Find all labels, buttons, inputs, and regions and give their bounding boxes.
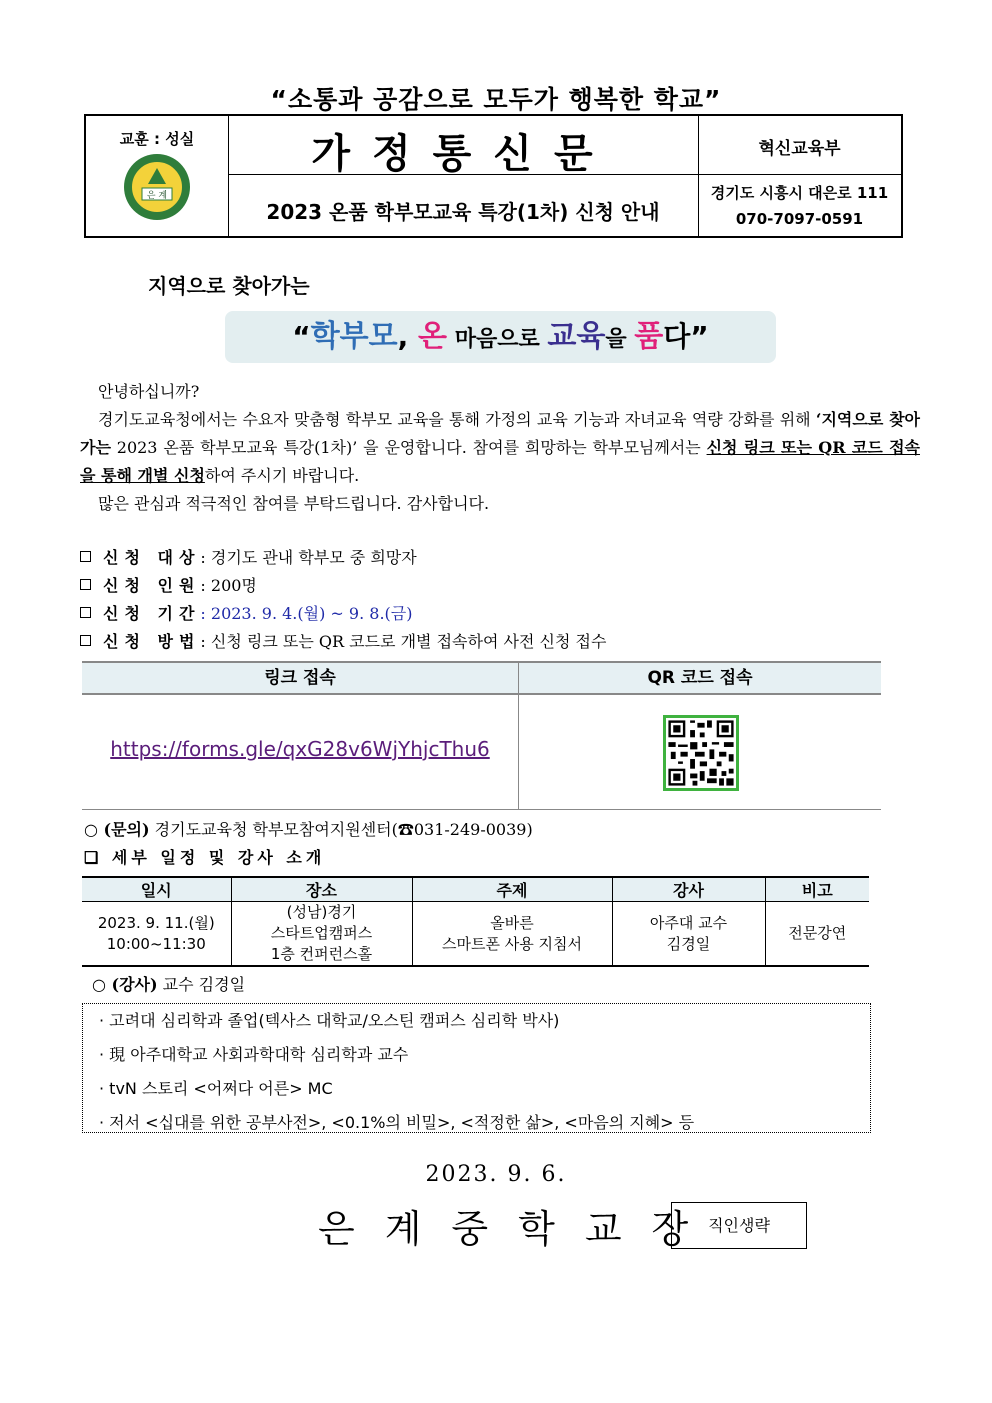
link-table: [82, 661, 881, 810]
lecturer-bio: [82, 1003, 871, 1133]
address: 경기도 시흥시 대은로 111: [710, 184, 889, 202]
detail-period: 신청 기간: 2023. 9. 4.(월) ~ 9. 8.(금): [80, 600, 920, 628]
detail-target: 신청 대상: 경기도 관내 학부모 중 희망자: [80, 544, 920, 572]
checkbox-bullet-icon: [80, 579, 91, 590]
list-item: · tvN 스토리 <어쩌다 어른> MC: [99, 1079, 333, 1098]
school-logo-icon: [122, 152, 192, 222]
issue-date: 2023. 9. 6.: [425, 1162, 567, 1187]
logo-text: 은 계: [146, 191, 168, 201]
motto-cell: [86, 116, 229, 236]
cell-lecturer: 아주대 교수 김경일: [612, 902, 765, 967]
tagline: 지역으로 찾아가는: [148, 274, 310, 298]
application-details: [80, 544, 920, 656]
cell-topic: 올바른 스마트폰 사용 지침서: [412, 902, 612, 967]
banner-word-on: 온: [418, 319, 448, 354]
checkbox-bullet-icon: [80, 635, 91, 646]
phone: 070-7097-0591: [735, 210, 864, 228]
title-cell: [228, 116, 699, 236]
checkbox-bullet-icon: [80, 607, 91, 618]
banner-word-heart: 마음으로: [447, 327, 548, 352]
banner-quote-close: ”: [690, 320, 709, 353]
info-cell: [698, 116, 901, 236]
table-row: [82, 902, 869, 967]
col-header-lecturer: 강사: [612, 877, 765, 902]
list-item: · 고려대 심리학과 졸업(텍사스 대학교/오스틴 캠퍼스 심리학 박사): [99, 1011, 560, 1030]
banner-particle: 을: [605, 327, 635, 352]
banner-comma: ,: [397, 320, 419, 353]
intro-paragraph: 경기도교육청에서는 수요자 맞춤형 학부모 교육을 통해 가정의 교육 기능과 자녀교육 역량 강화를 위해 ‘지역으로 찾아가는 2023 온품 학부모교육 특강(1차)’ 을 운영합니다. 참여를 희망하는 학부모님께서는 신청 링크 또는 QR 코드 접속을 통해 개별 신청하여 주시기 바랍니다.: [80, 410, 920, 485]
banner-quote-open: “: [292, 320, 311, 353]
newsletter-header: [84, 114, 903, 238]
cell-note: 전문강연: [765, 902, 869, 967]
col-header-date: 일시: [82, 877, 231, 902]
detail-method: 신청 방법: 신청 링크 또는 QR 코드로 개별 접속하여 사전 신청 접수: [80, 628, 920, 656]
qr-header: QR 코드 접속: [519, 663, 881, 695]
school-motto-banner: “소통과 공감으로 모두가 행복한 학교”: [270, 85, 722, 114]
checkbox-bullet-icon: [80, 551, 91, 562]
detail-count: 신청 인원: 200명: [80, 572, 920, 600]
col-header-topic: 주제: [412, 877, 612, 902]
greeting: 안녕하십니까?: [98, 382, 200, 401]
application-link[interactable]: https://forms.gle/qxG28v6WjYhjcThu6: [110, 737, 490, 761]
banner-word-parents: 학부모: [310, 319, 398, 354]
banner-word-education: 교육: [547, 319, 606, 354]
col-header-note: 비고: [765, 877, 869, 902]
col-header-place: 장소: [231, 877, 412, 902]
cell-place: (성남)경기 스타트업캠퍼스 1층 컨퍼런스홀: [231, 902, 412, 967]
closing-paragraph: 많은 관심과 적극적인 참여를 부탁드립니다. 감사합니다.: [98, 494, 490, 513]
list-item: · 저서 <십대를 위한 공부사전>, <0.1%의 비밀>, <적정한 삶>, <마음의 지혜> 등: [99, 1113, 695, 1132]
link-header: 링크 접속: [82, 663, 518, 695]
newsletter-subject: 2023 온품 학부모교육 특강(1차) 신청 안내: [266, 200, 660, 224]
cell-date: 2023. 9. 11.(월) 10:00~11:30: [82, 902, 231, 967]
schedule-table: [82, 876, 869, 967]
department: 혁신교육부: [758, 139, 841, 159]
school-motto-label: 교훈 : 성실: [119, 130, 195, 148]
qr-code-icon[interactable]: [663, 715, 739, 791]
newsletter-title: 가정통신문: [311, 131, 615, 177]
list-item: · 現 아주대학교 사회과학대학 심리학과 교수: [99, 1045, 409, 1064]
inquiry: ○ (문의) 경기도교육청 학부모참여지원센터(☎031-249-0039): [84, 820, 533, 839]
schedule-title: ❑ 세부 일정 및 강사 소개: [84, 848, 326, 867]
lecturer-title: ○ (강사) 교수 김경일: [92, 975, 246, 994]
contact-info: [698, 180, 901, 232]
banner-word-embrace: 품: [634, 319, 664, 354]
program-banner: [225, 311, 776, 363]
banner-word-da: 다: [663, 320, 691, 353]
intro-text: [80, 378, 920, 518]
principal-name: 은계중학교장: [318, 1207, 719, 1251]
seal-omitted-box: 직인생략: [671, 1202, 807, 1249]
